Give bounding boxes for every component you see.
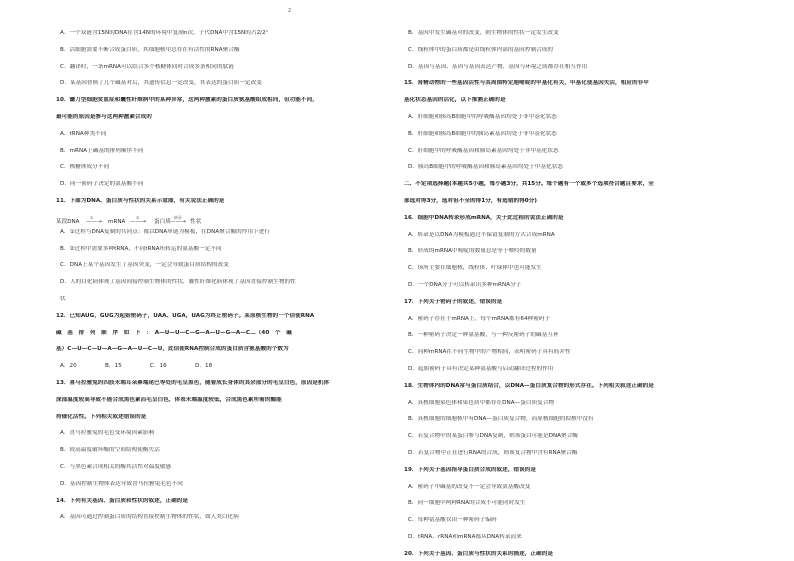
- flow-step2: ②: [136, 214, 140, 220]
- left-line: 14．下列有关基因、蛋白质和性状的叙述，正确的是: [56, 497, 189, 504]
- left-line: 最可能的原因是参与这两种激素合成的: [56, 113, 152, 120]
- left-line: 基）C—U—C—U—A—G—A—U—C—U，此信使RNA控制合成的蛋白质含氨基酸的个数为: [56, 346, 289, 353]
- left-line: D．某基因替换了几个碱基对后，其遗传信息一定改变，其表达的蛋白质一定改变: [60, 80, 262, 87]
- left-line: C．核糖体成分不同: [60, 164, 110, 171]
- left-line: A．基因可通过控制蛋白质的结构直接控制生物体的性状，如人类白化病: [60, 514, 239, 521]
- left-line: 持催化活性。下列相关叙述错误的是: [56, 413, 147, 420]
- right-line: A．密码子中碱基的改变不一定会导致氨基酸改变: [408, 483, 531, 490]
- right-line: D．起始密码子具有决定某种氨基酸与启动翻译过程的作用: [408, 365, 554, 372]
- flow-start: 某段DNA: [56, 218, 80, 225]
- right-line: 部选对得3分，选对但不全的得1分，有选错的得0分): [404, 197, 537, 204]
- right-line: C．每种氨基酸仅由一种密码子编码: [408, 517, 497, 524]
- left-line: 碱 基 排 列 顺 序 如 下 ： A—U—U—C—G—A—U—G—A—C…（40 个 碱: [56, 329, 292, 336]
- left-line: A．一个双链含15N的DNA在含14N的环境中复制n次，子代DNA中含15N的占2/2ⁿ: [60, 30, 269, 36]
- left-line: A．①过程与DNA复制的共同点：都以DNA单链为模板，在DNA聚合酶的作用下进行: [60, 228, 271, 235]
- right-line: C．若复合物中的某蛋白参与DNA复制，则该蛋白可能是DNA聚合酶: [408, 433, 578, 440]
- left-line: 13．喜马拉雅兔的四肢末端耳朵鼻端尾巴等处的毛呈黑色，随着成长身体的其余部分的毛呈白色，原因是机体: [56, 379, 330, 386]
- right-line: A．密码子存在于mRNA上，每个mRNA都有64种密码子: [408, 315, 551, 322]
- flow-end: 性状: [190, 218, 202, 225]
- right-line: B．同一细胞中两种RNA的合成不可能同时发生: [408, 500, 526, 507]
- flow-mid: mRNA: [108, 218, 126, 225]
- right-line: 19．下列关于基因指导蛋白质合成的叙述，错误的是: [404, 466, 537, 473]
- left-line: 深部温度较高导致不能合成黑色素而毛呈白色，体表末端温度较低，合成黑色素所需的酶能: [56, 396, 282, 403]
- flow-sub: 转录: [174, 214, 182, 220]
- left-line: A．20 B．15 C．16 D．18: [60, 363, 213, 370]
- right-line: 18．生物体内的DNA常与蛋白质结合，以DNA—蛋白质复合物的形式存在。下列相关叙述正确的是: [404, 382, 654, 389]
- left-line: B．较高温度破坏酶的空间结构使酶失活: [60, 447, 160, 454]
- right-line: B．真核细胞的细胞核中有DNA—蛋白质复合物，而原核细胞的拟核中没有: [408, 416, 594, 423]
- right-column: [404, 30, 746, 558]
- left-line: D．同一密码子决定的氨基酸不同: [60, 181, 144, 188]
- left-line: 10．镰刀型细胞贫血症和囊性纤维病中的某种异常，这两种激素的蛋白质氨基酸组成相同，但功能不同，: [56, 97, 318, 104]
- right-line: D．胰岛B细胞中的呼吸酶基因和胰岛素基因均处于甲基化状态: [408, 164, 563, 171]
- right-line: 16．细胞中DNA转录形成mRNA，关于此过程的说法正确的是: [404, 214, 564, 221]
- right-line: B．基因中发生碱基对的改变，则生物体的性状一定发生改变: [408, 30, 559, 36]
- left-line: B．②过程中需要多种tRNA，不同tRNA所转运的氨基酸一定不同: [60, 245, 222, 252]
- right-line: 基化状态基因的活化，以下推测正确的是: [404, 97, 506, 104]
- right-line: A．转录是以DNA为模板通过半保留复制的方式合成mRNA: [408, 231, 555, 238]
- flow-arrow3: ——→: [170, 218, 186, 225]
- left-line: D．人的白化病体现了基因间接控制生物体的性状，囊性纤维化病体现了基因直接控制生物的性: [60, 279, 296, 286]
- left-line: A．喜马拉雅兔的毛色受环境因素影响: [60, 430, 155, 437]
- left-line: C．翻译时，一条mRNA可以结合多个核糖体同时合成多条相同的肽链: [60, 63, 234, 70]
- right-line: 20．下列关于基因、蛋白质与性状的关系的描述，正确的是: [404, 550, 553, 557]
- right-line: D．一个DNA分子可以转录出多种mRNA分子: [408, 281, 522, 288]
- flow-arrow2: ——→: [130, 218, 146, 225]
- left-line: B．mRNA上碱基的排列顺序不同: [60, 147, 144, 154]
- right-line: C．肝细胞中的呼吸酶基因和胰岛素基因均处于非甲基化状态: [408, 147, 559, 154]
- left-column: [56, 30, 398, 521]
- right-line: D．若复合物中正在进行RNA的合成，则该复合物中含有RNA聚合酶: [408, 449, 578, 456]
- flow-arrow1: ——→: [86, 218, 102, 225]
- flow-step1: ①: [90, 214, 94, 220]
- right-line: D．基因与基因、基因与基因表达产物、基因与环境之间都存在相互作用: [408, 63, 588, 70]
- left-line: B．活细胞需要不断合成蛋白质，其细胞核中总存在有活性的RNA聚合酶: [60, 46, 240, 53]
- page-number-fragment: 2: [288, 8, 292, 14]
- right-line: A．真核细胞染色体和染色质中都存在DNA—蛋白质复合物: [408, 399, 555, 406]
- right-line: C．场所主要在细胞核，线粒体、叶绿体中也可能发生: [408, 265, 542, 272]
- left-line: C．DNA上某个基因发生了基因突变，一定会导致蛋白质结构的改变: [60, 262, 229, 269]
- right-line: C．同种mRNA在不同生物中的产物相同，表明密码子具有简并性: [408, 349, 571, 356]
- right-line: A．肝细胞和胰岛B细胞中的呼吸酶基因均处于非甲基化状态: [408, 113, 557, 120]
- right-line: D．tRNA、rRNA和mRNA都从DNA转录而来: [408, 533, 522, 540]
- right-line: 17．下列关于密码子的叙述，错误的是: [404, 298, 503, 305]
- right-line: B．形成的mRNA中嘧啶的数量总是等于嘌呤的数量: [408, 248, 537, 255]
- left-line: C．与黑色素合成相关的酶其活性对温度敏感: [60, 463, 172, 470]
- left-line: 12．已知AUG，GUG为起始密码子，UAA、UGA，UAG为终止密码子。某原核生物的一个信使RNA: [56, 312, 315, 319]
- left-line: 状: [60, 295, 66, 302]
- left-line: D．基因控制生物体表达导致喜马拉雅兔毛色不同: [60, 480, 183, 487]
- right-line: B．肝细胞和胰岛B细胞中的胰岛素基因均处于非甲基化状态: [408, 130, 557, 137]
- dna-protein-flow-diagram: [56, 215, 398, 226]
- left-line: A．tRNA种类不同: [60, 130, 107, 137]
- left-line: 11．下图为DNA、蛋白质与性状的关系示意图，有关说法正确的是: [56, 197, 225, 204]
- right-line: C．线粒体中的蛋白质都是由线粒体内部的基因控制合成的: [408, 46, 554, 53]
- right-line: B．一种密码子决定一种氨基酸，与一种反密码子的碱基互补: [408, 332, 559, 339]
- right-line: 15．肾精动物的一些基因活性与其周围特定胞嘧啶的甲基化有关，甲基化使基因失活，相应的非甲: [404, 80, 649, 87]
- flow-end-label: 蛋白质: [154, 218, 171, 225]
- right-line: 二、不定项选择题(本题共5小题，每小题3分，共15分。每个题有一个或多个选项符合题目要求，全: [404, 181, 654, 188]
